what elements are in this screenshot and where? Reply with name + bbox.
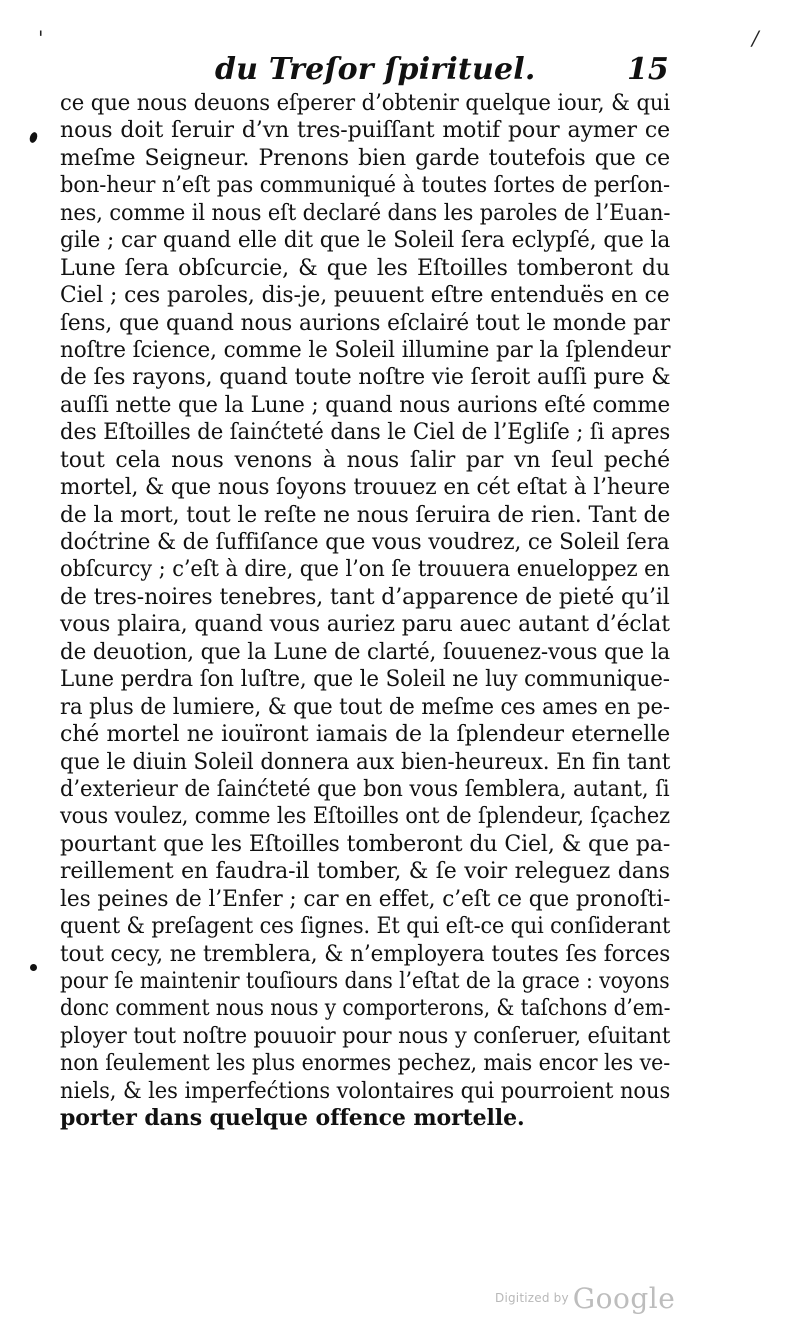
- text-line: de ſes rayons, quand toute noſtre vie ſeroit auſſi pure &: [60, 365, 671, 391]
- page-number: 15: [627, 52, 669, 87]
- text-line: bon-heur n’eſt pas communiqué à toutes ſortes de perſon-: [60, 173, 671, 199]
- text-line: vous plaira, quand vous auriez paru auec autant d’éclat: [60, 612, 670, 638]
- text-line: de la mort, tout le reſte ne nous ſeruira de rien. Tant de: [60, 502, 671, 528]
- text-line: niels, & les imperfećtions volontaires qui pourroient nous: [60, 1078, 671, 1104]
- text-line: les peines de l’Enfer ; car en effet, c’eſt ce que pronoſti-: [60, 886, 671, 912]
- text-line: mortel, & que nous ſoyons trouuez en cét eſtat à l’heure: [60, 475, 671, 501]
- text-line: reillement en faudra-il tomber, & ſe voir releguez dans: [60, 859, 670, 885]
- text-line: que le diuin Soleil donnera aux bien-heureux. En fin tant: [60, 749, 671, 775]
- body-text: [60, 90, 670, 1133]
- text-line: d’exterieur de ſainćteté que bon vous ſemblera, autant, ſi: [60, 776, 670, 802]
- text-line: donc comment nous nous y comporterons, & taſchons d’em-: [60, 996, 671, 1022]
- text-line: de deuotion, que la Lune de clarté, ſouuenez-vous que la: [60, 639, 671, 665]
- google-logo: Google: [572, 1281, 676, 1315]
- ink-spot: [30, 964, 37, 971]
- text-line: nes, comme il nous eſt declaré dans les paroles de l’Euan-: [60, 200, 671, 226]
- text-line: pour ſe maintenir touſiours dans l’eſtat de la grace : voyons: [60, 969, 670, 994]
- text-line: meſme Seigneur. Prenons bien garde toutefois que ce: [60, 145, 670, 171]
- text-line: tout cela nous venons à nous ſalir par vn ſeul peché: [60, 447, 670, 473]
- text-line: gile ; car quand elle dit que le Soleil ſera eclypſé, que la: [60, 228, 671, 254]
- text-line: Ciel ; ces paroles, dis-je, peuuent eſtre entenduës en ce: [60, 283, 670, 309]
- digitization-watermark: [495, 1278, 675, 1318]
- text-line: ra plus de lumiere, & que tout de meſme ces ames en pe-: [60, 694, 670, 720]
- text-line: doćtrine & de ſuffiſance que vous voudrez, ce Soleil ſera: [60, 530, 670, 555]
- text-line: ce que nous deuons eſperer d’obtenir quelque iour, & qui: [60, 91, 671, 116]
- text-line: de tres-noires tenebres, tant d’apparence de pieté qu’il: [60, 584, 670, 610]
- watermark-prefix: Digitized by: [495, 1291, 569, 1305]
- text-line: ployer tout noſtre pouuoir pour nous y conſeruer, eſuitant: [60, 1023, 671, 1049]
- text-line: pourtant que les Eſtoilles tomberont du Ciel, & que pa-: [60, 831, 671, 857]
- corner-mark-left: ': [38, 26, 44, 50]
- text-line: non ſeulement les plus enormes pechez, mais encor les ve-: [60, 1051, 671, 1077]
- text-line: auſſi nette que la Lune ; quand nous aurions eſté comme: [60, 392, 671, 418]
- running-head: du Treſor ſpirituel.: [215, 52, 536, 87]
- text-line: quent & preſagent ces ſignes. Et qui eſt-ce qui conſiderant: [60, 914, 671, 940]
- text-line: obſcurcy ; c’eſt à dire, que l’on ſe trouuera enueloppez en: [60, 557, 670, 583]
- text-line: vous voulez, comme les Eſtoilles ont de ſplendeur, ſçachez: [60, 804, 670, 830]
- text-line: des Eſtoilles de ſainćteté dans le Ciel de l’Egliſe ; ſi apres: [60, 420, 671, 446]
- text-line: tout cecy, ne tremblera, & n’employera toutes ſes forces: [60, 941, 671, 967]
- corner-mark-right: /: [752, 26, 759, 50]
- text-line: ché mortel ne iouïront iamais de la ſplendeur eternelle: [60, 722, 670, 748]
- text-line: Lune perdra ſon luſtre, que le Soleil ne luy communique-: [60, 667, 670, 693]
- ink-spot: [28, 131, 38, 144]
- text-line: ſens, que quand nous aurions eſclairé tout le monde par: [60, 310, 670, 336]
- text-line: nous doit ſeruir d’vn tres-puiſſant motif pour aymer ce: [60, 118, 670, 144]
- text-line: Lune ſera obſcurcie, & que les Eſtoilles tomberont du: [60, 255, 670, 281]
- text-line: porter dans quelque offence mortelle.: [60, 1105, 525, 1132]
- text-line: noſtre ſcience, comme le Soleil illumine par la ſplendeur: [60, 337, 671, 363]
